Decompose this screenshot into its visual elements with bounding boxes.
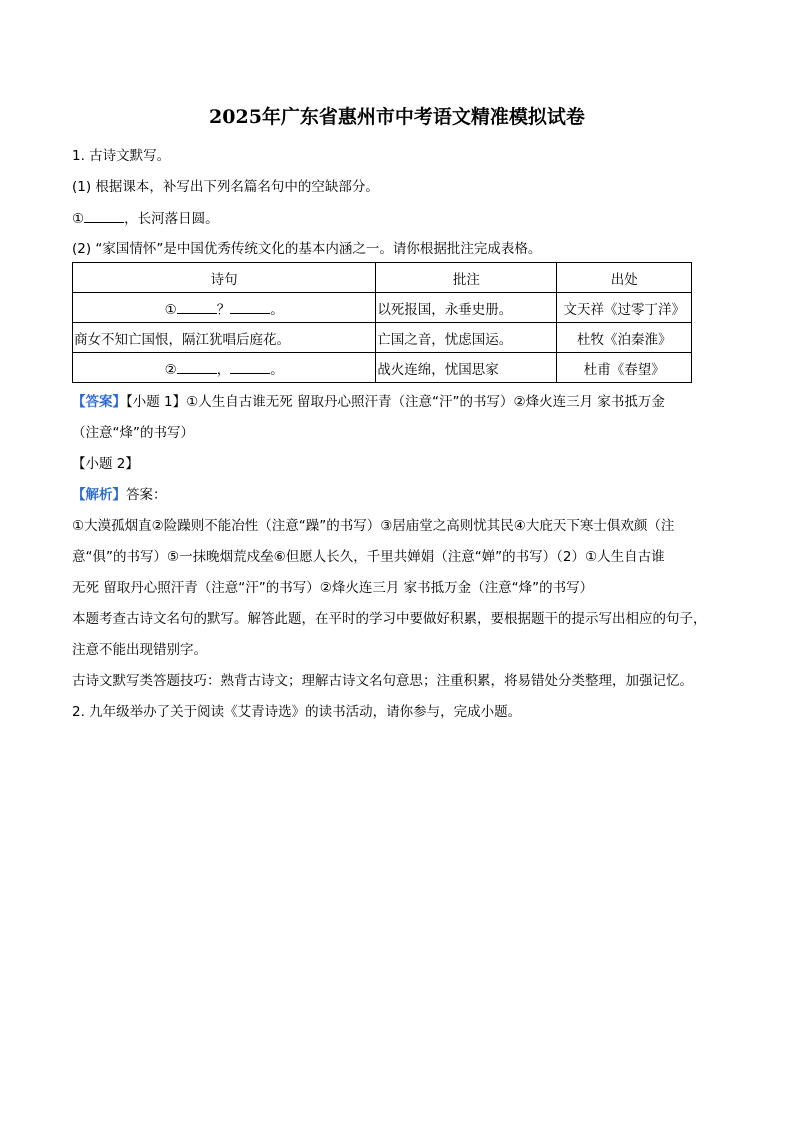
analysis-line-3: 无死 留取丹心照汗青（注意“汗”的书写）②烽火连三月 家书抵万金（注意“烽”的书写） (72, 580, 594, 596)
q2-heading: 2. 九年级举办了关于阅读《艾青诗选》的读书活动，请你参与，完成小题。 (72, 704, 522, 720)
analysis-line-1: ①大漠孤烟直②险躁则不能冶性（注意“躁”的书写）③居庙堂之高则忧其民④大庇天下寒士俱欢颜（注 (72, 518, 675, 534)
analysis-line-6: 古诗文默写类答题技巧：熟背古诗文；理解古诗文名句意思；注重积累，将易错处分类整理，加强记忆。 (72, 673, 693, 689)
source-cell: 文天祥《过零丁洋》 (557, 293, 692, 323)
answer-tag: 【答案】 (72, 394, 126, 410)
poem-prefix: ② (164, 361, 177, 378)
header-note: 批注 (376, 263, 557, 293)
analysis-tag: 【解析】 (72, 487, 126, 503)
q1-part1: (1) 根据课本，补写出下列名篇名句中的空缺部分。 (72, 179, 379, 195)
table-row (73, 293, 692, 323)
answer-blank (177, 359, 217, 374)
item1-suffix: ，长河落日圆。 (124, 211, 219, 227)
source-cell: 杜牧《泊秦淮》 (557, 323, 692, 353)
page-title: 2025年广东省惠州市中考语文精准模拟试卷 (209, 106, 585, 128)
answer-line-2: （注意“烽”的书写） (72, 425, 194, 441)
q1-item1 (72, 208, 732, 229)
analysis-line-2: 意“俱”的书写）⑤一抹晚烟荒戍垒⑥但愿人长久，千里共婵娟（注意“婵”的书写）（2）①人生自古谁 (72, 549, 665, 565)
poem-mid: ， (216, 361, 231, 378)
answer-line-1 (72, 392, 732, 412)
item1-prefix: ① (72, 211, 85, 227)
poem-cell (73, 353, 376, 383)
answer-blank (230, 359, 270, 374)
poem-mid: ？ (216, 301, 231, 318)
poem-prefix: ① (164, 301, 177, 318)
table-header-row (73, 263, 692, 293)
analysis-head (72, 485, 732, 505)
q1-heading: 1. 古诗文默写。 (72, 148, 171, 164)
poem-cell: 商女不知亡国恨，隔江犹唱后庭花。 (73, 323, 376, 353)
poem-table (72, 262, 692, 383)
header-poem: 诗句 (73, 263, 376, 293)
poem-suffix: 。 (270, 361, 284, 378)
analysis-line-5: 注意不能出现错别字。 (72, 642, 207, 658)
note-cell: 战火连绵，忧国思家 (376, 353, 557, 383)
analysis-head-text: 答案： (126, 487, 167, 503)
poem-cell (73, 293, 376, 323)
table-row (73, 323, 692, 353)
note-cell: 亡国之音，忧虑国运。 (376, 323, 557, 353)
header-source: 出处 (557, 263, 692, 293)
answer-blank (230, 299, 270, 314)
answer-blank (84, 208, 124, 223)
answer-sub2: 【小题 2】 (72, 456, 139, 472)
poem-suffix: 。 (270, 301, 284, 318)
answer-blank (177, 299, 217, 314)
q1-part2: (2) “家国情怀”是中国优秀传统文化的基本内涵之一。请你根据批注完成表格。 (72, 241, 542, 257)
source-cell: 杜甫《春望》 (557, 353, 692, 383)
note-cell: 以死报国，永垂史册。 (376, 293, 557, 323)
analysis-line-4: 本题考查古诗文名句的默写。解答此题，在平时的学习中要做好积累，要根据题干的提示写出相应的句子， (72, 611, 707, 627)
answer-text-1: 【小题 1】①人生自古谁无死 留取丹心照汗青（注意“汗”的书写）②烽火连三月 家书抵万金 (126, 394, 665, 410)
table-row (73, 353, 692, 383)
